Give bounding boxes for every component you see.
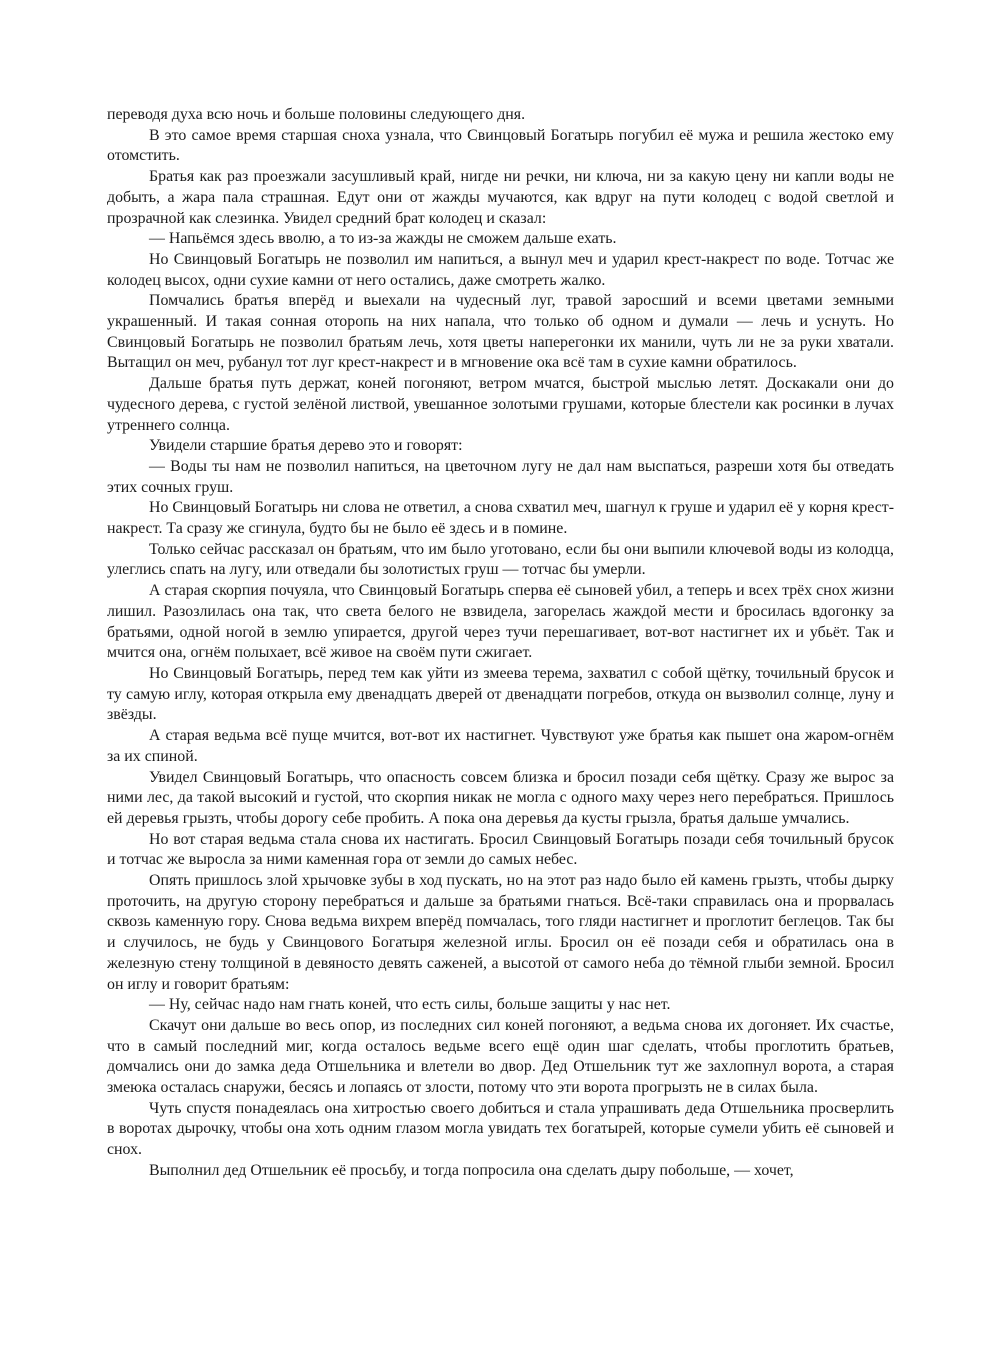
document-page xyxy=(107,105,894,1182)
paragraph-7: Дальше братья путь держат, коней погоняют, ветром мчатся, быстрой мыслью летят. Доскакали они до чудесного дерева, с густой зелёной листвой, увешанное золотыми грушами, которые блестели как росинки в лучах утреннего солнца. xyxy=(107,375,894,434)
paragraph-9: — Воды ты нам не позволил напиться, на цветочном лугу не дал нам выспаться, разреши хотя бы отведать этих сочных груш. xyxy=(107,457,894,496)
paragraph-16: Но вот старая ведьма стала снова их настигать. Бросил Свинцовый Богатырь позади себя точильный брусок и тотчас же выросла за ними каменная гора от земли до самых небес. xyxy=(107,830,894,869)
paragraph-21: Выполнил дед Отшельник её просьбу, и тогда попросила она сделать дыру побольше, — хочет, xyxy=(149,1161,794,1179)
paragraph-19: Скачут они дальше во весь опор, из последних сил коней погоняют, а ведьма снова их догоняет. Их счастье, что в самый последний миг, когда осталось ведьме всего ещё один шаг сделать, чтобы проглотить братьев, домчались они до замка деда Отшельника и влетели во двор. Дед Отшельник тут же захлопнул ворота, а старая змеюка осталась снаружи, бесясь и лопаясь от злости, потому что эти ворота прогрызть не в силах была. xyxy=(107,1016,894,1097)
paragraph-15: Увидел Свинцовый Богатырь, что опасность совсем близка и бросил позади себя щётку. Сразу же вырос за ними лес, да такой высокий и густой, что скорпия никак не могла с одного маху через него перебраться. Пришлось ей деревья грызть, чтобы дорогу себе пробить. А пока она деревья да кусты грызла, братья дальше умчались. xyxy=(107,768,894,827)
paragraph-11: Только сейчас рассказал он братьям, что им было уготовано, если бы они выпили ключевой воды из колодца, улеглись спать на лугу, или отведали бы золотистых груш — тотчас бы умерли. xyxy=(107,540,894,579)
paragraph-12: А старая скорпия почуяла, что Свинцовый Богатырь сперва её сыновей убил, а теперь и всех трёх снох жизни лишил. Разозлилась она так, что света белого не взвидела, загорелась жаждой мести и бросилась вдогонку за братьями, одной ногой в землю упирается, другой через тучи перешагивает, вот-вот настигнет их и убьёт. Так и мчится она, огнём полыхает, всё живое на своём пути сжигает. xyxy=(107,582,894,662)
paragraph-14: А старая ведьма всё пуще мчится, вот-вот их настигнет. Чувствуют уже братья как пышет она жаром-огнём за их спиной. xyxy=(107,727,894,765)
paragraph-1: переводя духа всю ночь и больше половины следующего дня. xyxy=(107,106,526,123)
paragraph-10: Но Свинцовый Богатырь ни слова не ответил, а снова схватил меч, шагнул к груше и ударил её у корня крест-накрест. Та сразу же сгинула, будто бы не было её здесь и в помине. xyxy=(107,499,894,538)
paragraph-6: Помчались братья вперёд и выехали на чудесный луг, травой заросший и всеми цветами земными украшенный. И такая сонная оторопь на них напала, что только об одном и думали — лечь и уснуть. Но Свинцовый Богатырь не позволил братьям лечь, хотя цветы наперегонки их манили, чуть ли не за руки хватали. Вытащил он меч, рубанул тот луг крест-накрест и в мгновение ока всё там в сухие камни обратилось. xyxy=(107,292,894,372)
paragraph-8: Увидели старшие братья дерево это и говорят: xyxy=(149,437,463,455)
paragraph-13: Но Свинцовый Богатырь, перед тем как уйти из змеева терема, захватил с собой щётку, точильный брусок и ту самую иглу, которая открыла ему двенадцать дверей от двенадцати погребов, откуда он вызволил солнце, луну и звёзды. xyxy=(107,664,894,724)
paragraph-17: Опять пришлось злой хрычовке зубы в ход пускать, но на этот раз надо было ей камень грызть, чтобы дырку проточить, на другую сторону перебраться и дальше за братьями гнаться. Всё-таки справилась она и прорвалась сквозь каменную гору. Снова ведьма вихрем вперёд помчалась, того гляди настигнет и проглотит беглецов. Так бы и случилось, не будь у Свинцового Богатыря железной иглы. Бросил он её позади себя и обратилась она в железную стену толщиной в девяносто девять саженей, а высотой от самого неба до тёмной глыби земной. Бросил он иглу и говорит братьям: xyxy=(107,872,894,993)
paragraph-5: Но Свинцовый Богатырь не позволил им напиться, а вынул меч и ударил крест-накрест по воде. Тотчас же колодец высох, одни сухие камни от него остались, даже смотреть жалко. xyxy=(107,250,894,289)
paragraph-4: — Напьёмся здесь вволю, а то из-за жажды не сможем дальше ехать. xyxy=(149,230,617,248)
paragraph-2: В это самое время старшая сноха узнала, что Свинцовый Богатырь погубил её мужа и решила жестоко ему отомстить. xyxy=(107,126,894,165)
paragraph-18: — Ну, сейчас надо нам гнать коней, что есть силы, больше защиты у нас нет. xyxy=(149,996,671,1014)
paragraph-20: Чуть спустя понадеялась она хитростью своего добиться и стала упрашивать деда Отшельника просверлить в воротах дырочку, чтобы она хоть одним глазом могла увидать тех богатырей, которые сумели убить её сыновей и снох. xyxy=(107,1099,894,1159)
paragraph-3: Братья как раз проезжали засушливый край, нигде ни речки, ни ключа, ни за какую цену ни капли воды не добыть, а жара пала страшная. Едут они от жажды мучаются, как вдруг на пути колодец с водой светлой и прозрачной как слезинка. Увидел средний брат колодец и сказал: xyxy=(107,168,894,227)
